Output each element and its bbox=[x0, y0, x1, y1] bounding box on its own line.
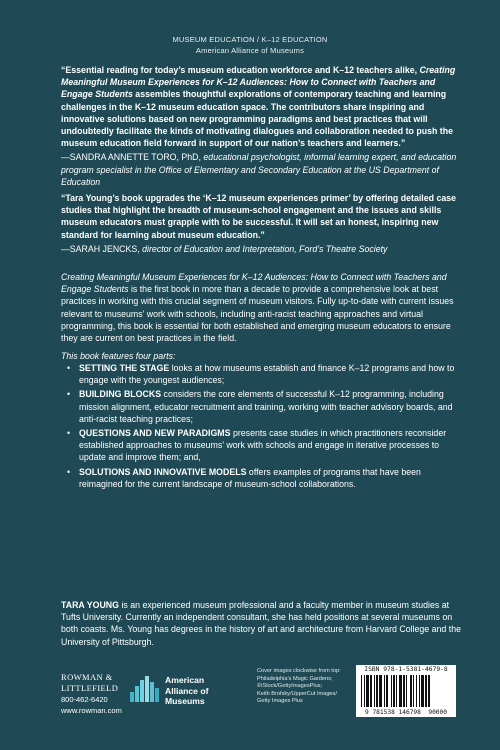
quote-1-body: “Essential reading for today’s museum education workforce and K–12 teachers alike, Creating Meaningful Museum Experiences for K–12 Audiences: How to Connect with Teachers and Engage Students assembles thoughtful explorations of contemporary teaching and learning challenges in the K–12 museum education space. The contributors share inspiring and innovative solutions based on new programming paradigms and best practices that will undoubtedly facilitate the kinds of motivating dialogues and collaboration needed to push the museum education field forward in support of our nation’s teachers and learners.” bbox=[61, 65, 456, 149]
aam-logo-text: American Alliance of Museums bbox=[165, 675, 209, 706]
author-name: TARA YOUNG bbox=[61, 600, 119, 610]
publisher-name-line-2: LITTLEFIELD bbox=[61, 683, 119, 693]
cover-image-credits: Cover images clockwise from top: Philadelphia’s Magic Gardens; ©iStock/GettyImagesPlus; Keith Brofsky/UpperCut Images/ Getty Images Plus bbox=[257, 668, 341, 705]
price-code: 90000 bbox=[428, 709, 447, 716]
quote-1-role: educational psychologist, informal learning expert, and education program specialist in the Office of Elementary and Secondary Education at the US Department of Education bbox=[61, 152, 457, 187]
barcode-icon bbox=[361, 675, 451, 707]
author-bio-text: is an experienced museum professional and a faculty member in museum studies at Tufts University. Currently an independent consultant, she has held positions at several museums on both coasts. Ms. Young has degrees in the history of art and architecture from Harvard College and the University of Pittsburgh. bbox=[61, 600, 461, 647]
quote-1-attribution bbox=[61, 151, 461, 188]
author-bio bbox=[61, 599, 461, 648]
quote-2-role: director of Education and Interpretation, Ford’s Theatre Society bbox=[139, 243, 388, 254]
list-item: • SETTING THE STAGE looks at how museums establish and finance K–12 programs and how to engage with the youngest audiences; bbox=[67, 362, 461, 386]
quote-2-author: —SARAH JENCKS, bbox=[61, 243, 140, 254]
list-item: • SOLUTIONS AND INNOVATIVE MODELS offers examples of programs that have been reimagined for the current landscape of museum-school collaborations. bbox=[67, 466, 461, 490]
publisher-logo bbox=[61, 672, 122, 716]
isbn-barcode bbox=[356, 665, 456, 717]
description-book-title: Creating Meaningful Museum Experiences for K–12 Audiences: How to Connect with Teachers and Engage Students bbox=[61, 272, 447, 295]
book-description bbox=[61, 271, 461, 344]
publisher-phone: 800-462-6420 bbox=[61, 695, 108, 704]
aam-logo-icon bbox=[128, 672, 162, 706]
aam-logo bbox=[128, 672, 238, 712]
publisher-name-line-1: ROWMAN & bbox=[61, 672, 113, 682]
barcode-number: 9 781538 146798 90000 bbox=[365, 709, 447, 716]
description-text: is the first book in more than a decade to provide a comprehensive look at best practices in working with this crucial segment of museum visitors. Fully up-to-date with current issues relevant to museums’ work with schools, including anti-racist teaching approaches and virtual programming, this book is essential for both established and emerging museum educators to ensure they are current on best practices in the field. bbox=[61, 284, 454, 344]
list-item: • QUESTIONS AND NEW PARADIGMS presents case studies in which practitioners reconsider established approaches to museums’ work with schools and engage in iterative processes to update and improve them; and, bbox=[67, 427, 461, 464]
quote-2-attribution bbox=[61, 243, 461, 255]
features-title: This book features four parts: bbox=[61, 351, 176, 361]
category-label: MUSEUM EDUCATION / K–12 EDUCATION bbox=[172, 35, 328, 44]
endorsement-quote-1 bbox=[61, 64, 461, 188]
quote-1-book-title: Creating Meaningful Museum Experiences for K–12 Audiences: How to Connect with Teachers and Engage Students bbox=[61, 65, 456, 100]
endorsement-quote-2 bbox=[61, 192, 461, 255]
publisher-website: www.rowman.com bbox=[61, 706, 122, 715]
isbn-label: ISBN 978-1-5381-4679-8 bbox=[364, 666, 448, 673]
features-list bbox=[67, 362, 461, 492]
quote-2-body: “Tara Young’s book upgrades the ‘K–12 museum experiences primer’ by offering detailed case studies that highlight the breadth of museum-school engagement and the issues and skills museum educators must grapple with to be successful. It will set an honest, inspiring new standard for learning about museum education.” bbox=[61, 193, 457, 240]
header-publisher: American Alliance of Museums bbox=[195, 46, 305, 55]
quote-1-author: —SANDRA ANNETTE TORO, PhD, bbox=[61, 152, 201, 163]
list-item: • BUILDING BLOCKS considers the core elements of successful K–12 programming, including mission alignment, educator recruitment and training, working with teacher advisory boards, and anti-racist teaching practices; bbox=[67, 388, 461, 425]
header bbox=[0, 34, 500, 56]
